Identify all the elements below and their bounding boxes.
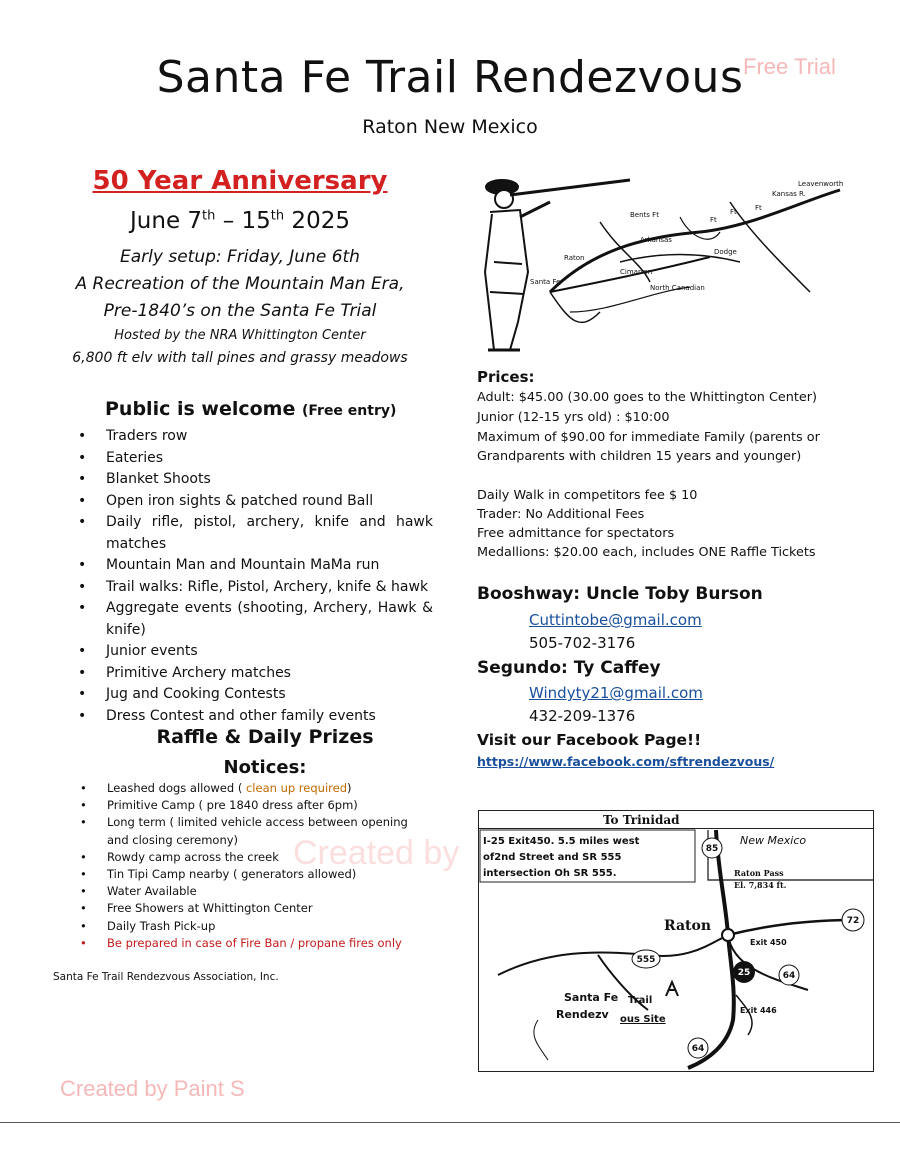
list-item: • Free Showers at Whittington Center bbox=[80, 900, 420, 917]
created-by-paint-watermark: Created by Paint S bbox=[60, 1076, 245, 1101]
map-exit-450: Exit 450 bbox=[750, 938, 787, 947]
facebook-link[interactable]: https://www.facebook.com/sftrendezvous/ bbox=[477, 754, 775, 769]
map-label: Ft bbox=[710, 216, 717, 224]
map-site-label: Santa Fe bbox=[564, 991, 619, 1004]
segundo-name: Segundo: Ty Caffey bbox=[477, 658, 661, 678]
event-dates: June 7th – 15th 2025 bbox=[130, 208, 350, 234]
public-heading: Public is welcome (Free entry) bbox=[105, 398, 397, 420]
association-footer: Santa Fe Trail Rendezvous Association, Inc. bbox=[53, 971, 279, 983]
list-item: • Leashed dogs allowed ( clean up required) bbox=[80, 780, 420, 797]
price-line: Adult: $45.00 (30.00 goes to the Whittington Center) bbox=[477, 390, 818, 405]
era-line: Pre-1840’s on the Santa Fe Trial bbox=[103, 301, 377, 321]
price-line: Daily Walk in competitors fee $ 10 bbox=[477, 488, 698, 503]
map-label: Leavenworth bbox=[798, 180, 844, 188]
list-item: • Primitive Archery matches bbox=[78, 663, 433, 685]
route-85-shield: 85 bbox=[705, 844, 719, 854]
map-label: North Canadian bbox=[650, 284, 705, 292]
map-label: Bents Ft bbox=[630, 211, 659, 219]
early-setup: Early setup: Friday, June 6th bbox=[120, 247, 360, 267]
map-site-label: Trail bbox=[628, 995, 653, 1006]
notices-heading: Notices: bbox=[223, 757, 307, 778]
map-city-raton: Raton bbox=[664, 918, 712, 934]
map-label: Dodge bbox=[714, 248, 737, 256]
notices-list bbox=[80, 780, 420, 952]
route-25-shield: 25 bbox=[737, 968, 751, 978]
list-item: • Open iron sights & patched round Ball bbox=[78, 491, 433, 513]
booshway-phone: 505-702-3176 bbox=[529, 634, 636, 652]
prices-heading: Prices: bbox=[477, 368, 535, 386]
price-line: Free admittance for spectators bbox=[477, 526, 675, 541]
price-line: Maximum of $90.00 for immediate Family (parents or bbox=[477, 430, 820, 445]
list-item: • Trail walks: Rifle, Pistol, Archery, knife & hawk bbox=[78, 577, 433, 599]
map-site-label: Rendezv bbox=[556, 1008, 609, 1021]
booshway-name: Booshway: Uncle Toby Burson bbox=[477, 584, 763, 604]
page-subtitle: Raton New Mexico bbox=[362, 116, 538, 138]
elevation-line: 6,800 ft elv with tall pines and grassy meadows bbox=[72, 350, 408, 366]
anniversary-heading: 50 Year Anniversary bbox=[92, 166, 388, 196]
list-item: • Jug and Cooking Contests bbox=[78, 684, 433, 706]
list-item: • Daily rifle, pistol, archery, knife and hawk matches bbox=[78, 512, 433, 555]
price-line: Trader: No Additional Fees bbox=[477, 507, 645, 522]
segundo-email-link[interactable]: Windyty21@gmail.com bbox=[529, 684, 703, 702]
map-exit-446: Exit 446 bbox=[740, 1006, 777, 1015]
map-label: Ft bbox=[730, 208, 737, 216]
map-pass-elevation: El. 7,834 ft. bbox=[734, 880, 787, 890]
map-label: Ft bbox=[755, 204, 762, 212]
host-line: Hosted by the NRA Whittington Center bbox=[114, 328, 366, 343]
list-item: • Blanket Shoots bbox=[78, 469, 433, 491]
facebook-label: Visit our Facebook Page!! bbox=[477, 731, 702, 749]
price-line: Medallions: $20.00 each, includes ONE Raffle Tickets bbox=[477, 545, 816, 560]
map-directions: I-25 Exit450. 5.5 miles west bbox=[483, 836, 640, 847]
route-72-shield: 72 bbox=[846, 916, 860, 926]
map-site-label: ous Site bbox=[620, 1014, 666, 1025]
list-item: • Mountain Man and Mountain MaMa run bbox=[78, 555, 433, 577]
route-555-shield: 555 bbox=[636, 955, 656, 965]
map-to-trinidad: To Trinidad bbox=[603, 813, 680, 827]
list-item: • Tin Tipi Camp nearby ( generators allowed) bbox=[80, 866, 420, 883]
raffle-heading: Raffle & Daily Prizes bbox=[156, 726, 374, 748]
list-item: • Primitive Camp ( pre 1840 dress after 6pm) bbox=[80, 797, 420, 814]
map-directions: intersection Oh SR 555. bbox=[483, 868, 617, 879]
list-item: • Water Available bbox=[80, 883, 420, 900]
list-item: • Daily Trash Pick-up bbox=[80, 918, 420, 935]
map-pass: Raton Pass bbox=[734, 868, 784, 878]
list-item: • Traders row bbox=[78, 426, 433, 448]
booshway-email-link[interactable]: Cuttintobe@gmail.com bbox=[529, 611, 702, 629]
route-64-shield: 64 bbox=[691, 1044, 705, 1054]
route-64-shield: 64 bbox=[782, 971, 796, 981]
trail-map-illustration bbox=[480, 162, 853, 358]
map-label: Cimarron bbox=[620, 268, 653, 276]
list-item: • Junior events bbox=[78, 641, 433, 663]
list-item: • Aggregate events (shooting, Archery, Hawk & knife) bbox=[78, 598, 433, 641]
map-label: Santa Fe bbox=[530, 278, 561, 286]
public-list bbox=[78, 426, 433, 727]
map-directions: of2nd Street and SR 555 bbox=[483, 852, 622, 863]
list-item: • Rowdy camp across the creek bbox=[80, 849, 420, 866]
list-item: • Eateries bbox=[78, 448, 433, 470]
list-item-fire-ban: • Be prepared in case of Fire Ban / propane fires only bbox=[80, 935, 420, 952]
page-title: Santa Fe Trail Rendezvous bbox=[156, 52, 744, 103]
local-directions-map bbox=[478, 810, 874, 1072]
map-label: Arkansas bbox=[640, 236, 672, 244]
recreation-line: A Recreation of the Mountain Man Era, bbox=[75, 274, 405, 294]
price-line: Grandparents with children 15 years and younger) bbox=[477, 449, 802, 464]
bottom-divider bbox=[0, 1122, 900, 1123]
created-by-watermark: Created by bbox=[293, 834, 460, 872]
map-label: Raton bbox=[564, 254, 585, 262]
price-line: Junior (12-15 yrs old) : $10:00 bbox=[477, 410, 670, 425]
map-state: New Mexico bbox=[740, 834, 807, 847]
list-item: • Long term ( limited vehicle access between opening and closing ceremony) bbox=[80, 814, 420, 848]
list-item: • Dress Contest and other family events bbox=[78, 706, 433, 728]
map-label: Kansas R. bbox=[772, 190, 806, 198]
segundo-phone: 432-209-1376 bbox=[529, 707, 636, 725]
free-trial-watermark: Free Trial bbox=[743, 54, 836, 79]
